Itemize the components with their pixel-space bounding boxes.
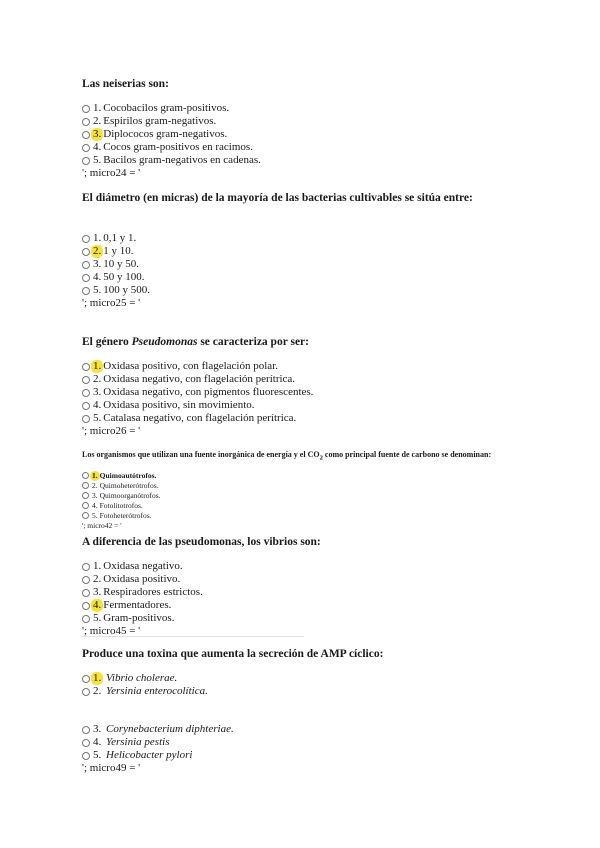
option-number-highlighted: 1.	[93, 360, 102, 372]
option-number: 3.	[92, 490, 98, 500]
radio-icon[interactable]	[82, 274, 90, 282]
option-text: Oxidasa negativo.	[103, 560, 183, 572]
radio-icon[interactable]	[82, 688, 90, 696]
option-5[interactable]	[82, 284, 473, 297]
option-text: 1 y 10.	[103, 245, 134, 257]
option-5[interactable]	[82, 154, 261, 167]
option-text: Corynebacterium diphteriae.	[106, 723, 234, 735]
option-5[interactable]	[82, 412, 313, 425]
option-number: 5.	[93, 749, 102, 761]
option-text: Cocos gram-positivos en racimos.	[103, 141, 253, 153]
question-footer: '; micro45 = '	[82, 625, 141, 637]
option-4[interactable]	[82, 399, 313, 412]
radio-icon[interactable]	[82, 589, 90, 597]
radio-icon[interactable]	[82, 502, 89, 509]
radio-icon[interactable]	[82, 287, 90, 295]
option-number: 2.	[93, 115, 102, 127]
option-number-highlighted: 3.	[93, 128, 102, 140]
option-number: 4.	[93, 141, 102, 153]
option-text: Respiradores estrictos.	[103, 586, 203, 598]
option-4[interactable]	[82, 599, 321, 612]
option-text: Yersinia enterocolítica.	[106, 685, 208, 697]
option-number: 3.	[93, 586, 102, 598]
option-3[interactable]	[82, 258, 473, 271]
option-number: 1.	[93, 560, 102, 572]
title-text: Los organismos que utilizan una fuente inorgánica de energía y el CO	[82, 450, 320, 459]
question-1	[82, 78, 261, 180]
option-4[interactable]	[82, 736, 383, 749]
option-text: Quimoorganótrofos.	[99, 490, 161, 500]
question-title	[82, 450, 491, 462]
option-number: 5.	[93, 154, 102, 166]
option-text: Cocobacilos gram-positivos.	[103, 102, 230, 114]
radio-icon[interactable]	[82, 402, 90, 410]
option-number: 1.	[93, 102, 102, 114]
radio-icon[interactable]	[82, 131, 90, 139]
option-text: Oxidasa positivo, sin movimiento.	[103, 399, 255, 411]
radio-icon[interactable]	[82, 105, 90, 113]
option-number: 1.	[93, 232, 102, 244]
option-5[interactable]	[82, 612, 321, 625]
option-number: 2.	[93, 373, 102, 385]
option-number: 4.	[93, 736, 102, 748]
option-number-highlighted: 1.	[93, 672, 102, 684]
question-6	[82, 648, 383, 775]
option-text: Oxidasa positivo.	[103, 573, 181, 585]
option-number: 3.	[93, 258, 102, 270]
question-3	[82, 336, 313, 438]
option-number-highlighted: 2.	[93, 245, 102, 257]
option-text: Fotolitotrofos.	[99, 500, 143, 510]
option-4[interactable]	[82, 271, 473, 284]
radio-icon[interactable]	[82, 752, 90, 760]
radio-icon[interactable]	[82, 482, 89, 489]
option-number: 5.	[92, 510, 98, 520]
option-3[interactable]	[82, 723, 383, 736]
option-text: Quimoheterótrofos.	[99, 480, 159, 490]
radio-icon[interactable]	[82, 512, 89, 519]
option-1[interactable]	[82, 102, 261, 115]
question-footer: '; micro49 = '	[82, 762, 141, 774]
option-5[interactable]	[82, 749, 383, 762]
question-footer: '; micro26 = '	[82, 425, 141, 437]
option-2[interactable]	[82, 481, 491, 491]
option-5[interactable]	[82, 511, 491, 521]
option-text: Fotoheterótrofos.	[99, 510, 152, 520]
radio-icon[interactable]	[82, 415, 90, 423]
radio-icon[interactable]	[82, 157, 90, 165]
option-text: 0,1 y 1.	[103, 232, 137, 244]
option-text: 50 y 100.	[103, 271, 145, 283]
question-footer: '; micro42 = '	[82, 520, 122, 530]
spacer	[82, 698, 383, 723]
question-title: El diámetro (en micras) de la mayoría de las bacterias cultivables se sitúa entre:	[82, 192, 473, 204]
option-text: Vibrio cholerae.	[106, 672, 178, 684]
radio-icon[interactable]	[82, 261, 90, 269]
option-2[interactable]	[82, 115, 261, 128]
title-subscript: 2	[319, 454, 323, 462]
question-title: A diferencia de las pseudomonas, los vibrios son:	[82, 536, 321, 548]
option-number-highlighted: 4.	[93, 599, 102, 611]
option-1[interactable]	[82, 360, 313, 373]
option-text: Diplococos gram-negativos.	[103, 128, 228, 140]
option-text: 10 y 50.	[103, 258, 139, 270]
option-3[interactable]	[82, 586, 321, 599]
option-text: Catalasa negativo, con flagelación perítrica.	[103, 412, 297, 424]
option-text: Gram-positivos.	[103, 612, 175, 624]
option-3[interactable]	[82, 128, 261, 141]
title-genus: Pseudomonas	[131, 336, 198, 348]
option-2[interactable]	[82, 573, 321, 586]
option-number: 2.	[92, 480, 98, 490]
question-5	[82, 536, 321, 638]
option-number-highlighted: 1.	[92, 470, 98, 480]
option-4[interactable]	[82, 501, 491, 511]
question-footer: '; micro25 = '	[82, 297, 141, 309]
radio-icon[interactable]	[82, 144, 90, 152]
option-text: Oxidasa negativo, con pigmentos fluorescentes.	[103, 386, 314, 398]
option-text: Oxidasa negativo, con flagelación perítrica.	[103, 373, 296, 385]
radio-icon[interactable]	[82, 472, 89, 479]
option-text: Espirilos gram-negativos.	[103, 115, 217, 127]
option-text: Helicobacter pylori	[106, 749, 193, 761]
radio-icon[interactable]	[82, 675, 90, 683]
option-number: 3.	[93, 723, 102, 735]
option-number: 4.	[93, 399, 102, 411]
radio-icon[interactable]	[82, 726, 90, 734]
question-title: Las neiserias son:	[82, 78, 169, 90]
option-number: 4.	[93, 271, 102, 283]
question-2	[82, 192, 473, 310]
option-text: Fermentadores.	[103, 599, 172, 611]
radio-icon[interactable]	[82, 615, 90, 623]
option-text: Yersinia pestis	[106, 736, 170, 748]
option-2[interactable]	[82, 245, 473, 258]
title-text: se caracteriza por ser:	[197, 336, 309, 348]
radio-icon[interactable]	[82, 389, 90, 397]
radio-icon[interactable]	[82, 235, 90, 243]
option-4[interactable]	[82, 141, 261, 154]
option-text: Bacilos gram-negativos en cadenas.	[103, 154, 261, 166]
option-number: 4.	[92, 500, 98, 510]
radio-icon[interactable]	[82, 602, 90, 610]
option-text: Oxidasa positivo, con flagelación polar.	[103, 360, 278, 372]
title-text: El género	[82, 336, 132, 348]
radio-icon[interactable]	[82, 576, 90, 584]
option-3[interactable]	[82, 386, 313, 399]
option-number: 5.	[93, 284, 102, 296]
option-1[interactable]	[82, 471, 491, 481]
option-number: 5.	[93, 612, 102, 624]
question-title	[82, 336, 313, 348]
radio-icon[interactable]	[82, 248, 90, 256]
option-number: 2.	[93, 685, 102, 697]
title-text: como principal fuente de carbono se denominan:	[322, 450, 492, 459]
option-2[interactable]	[82, 373, 313, 386]
option-3[interactable]	[82, 491, 491, 501]
radio-icon[interactable]	[82, 363, 90, 371]
option-text: Quimoautótrofos.	[99, 470, 157, 480]
option-number: 3.	[93, 386, 102, 398]
option-1[interactable]	[82, 232, 473, 245]
radio-icon[interactable]	[82, 118, 90, 126]
divider	[82, 636, 304, 637]
question-4	[82, 450, 491, 530]
radio-icon[interactable]	[82, 739, 90, 747]
option-number: 2.	[93, 573, 102, 585]
question-footer: '; micro24 = '	[82, 167, 141, 179]
option-2[interactable]	[82, 685, 383, 698]
radio-icon[interactable]	[82, 376, 90, 384]
option-number: 5.	[93, 412, 102, 424]
option-text: 100 y 500.	[103, 284, 150, 296]
option-1[interactable]	[82, 672, 383, 685]
question-title: Produce una toxina que aumenta la secreción de AMP cíclico:	[82, 648, 384, 660]
option-1[interactable]	[82, 560, 321, 573]
radio-icon[interactable]	[82, 563, 90, 571]
radio-icon[interactable]	[82, 492, 89, 499]
